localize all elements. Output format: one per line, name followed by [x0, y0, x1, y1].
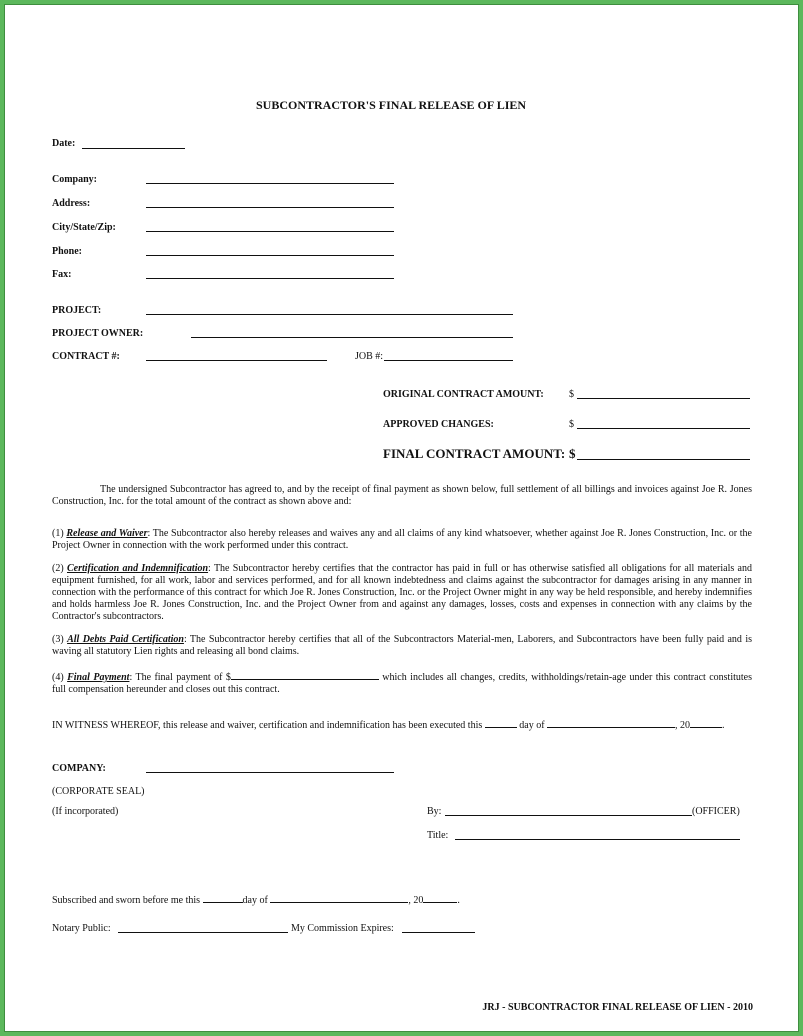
witness-day-field[interactable] — [485, 718, 517, 728]
corporate-seal-text: (CORPORATE SEAL) — [52, 786, 145, 797]
original-amount-field[interactable] — [577, 398, 750, 399]
project-label: PROJECT: — [52, 305, 102, 316]
p3-text: : The Subcontractor hereby certifies that all of the Subcontractors Material-men, Laborers, and Subcontractors have been fully paid and is waving all statutory Lien rights and releasing all bond claims. — [52, 634, 753, 657]
p1-heading: Release and Waiver — [66, 528, 148, 539]
fax-label: Fax: — [52, 269, 72, 280]
project-owner-label: PROJECT OWNER: — [52, 328, 144, 339]
signature-company-field[interactable] — [146, 772, 394, 773]
by-officer-field[interactable] — [445, 815, 692, 816]
by-label: By: — [427, 806, 442, 817]
certification-paragraph — [52, 563, 752, 623]
p2-text: : The Subcontractor hereby certifies that the contractor has paid in full or has otherwise satisfied all obligations for all materials and equipment furnished, for all work, labor and services performed, and for all known indebtedness and claims against the subcontractor for damages arising in any manner in connection with the performance of this contract for which Joe R. Jones Construction, Inc. or the Project Owner might in any way be held responsible, and hereby indemnifies and holds harmless Joe R. Jones Construction, Inc. and the Project Owner from and against any damages, losses, costs and expenses in connection with any claims by the Contractor's subcontractors. — [52, 563, 752, 622]
witness-text-c: , 20 — [675, 720, 691, 731]
address-label: Address: — [52, 198, 91, 209]
title-field[interactable] — [455, 839, 740, 840]
final-payment-paragraph — [52, 670, 752, 696]
date-label: Date: — [52, 138, 76, 149]
final-amount-field[interactable] — [577, 459, 750, 460]
approved-changes-field[interactable] — [577, 428, 750, 429]
city-state-zip-label: City/State/Zip: — [52, 222, 116, 233]
sworn-text-b: day of — [242, 895, 268, 906]
witness-text-a: IN WITNESS WHEREOF, this release and waiver, certification and indemnification has been executed this — [52, 720, 483, 731]
final-payment-field[interactable] — [231, 670, 379, 680]
sworn-text-c: , 20 — [408, 895, 424, 906]
company-field[interactable] — [146, 183, 394, 184]
phone-label: Phone: — [52, 246, 82, 257]
approved-changes-label: APPROVED CHANGES: — [383, 419, 494, 430]
p2-number: (2) — [52, 563, 64, 574]
company-label: Company: — [52, 174, 98, 185]
final-dollar-sign: $ — [569, 446, 576, 461]
witness-year-field[interactable] — [690, 718, 722, 728]
if-incorporated-text: (If incorporated) — [52, 806, 119, 817]
project-field[interactable] — [146, 314, 513, 315]
original-amount-label: ORIGINAL CONTRACT AMOUNT: — [383, 389, 544, 400]
witness-month-field[interactable] — [547, 718, 675, 728]
signature-company-label: COMPANY: — [52, 763, 106, 774]
project-owner-field[interactable] — [191, 337, 513, 338]
original-dollar-sign: $ — [569, 389, 574, 400]
final-amount-label: FINAL CONTRACT AMOUNT: — [383, 446, 566, 461]
p4-text-b: which includes all changes, credits, withholdings/retain-age under this contract constitutes full compensation hereunder and closes out this contract. — [52, 672, 752, 695]
p4-number: (4) — [52, 672, 64, 683]
contract-number-label: CONTRACT #: — [52, 351, 120, 362]
officer-label: (OFFICER) — [692, 806, 740, 817]
address-field[interactable] — [146, 207, 394, 208]
commission-expires-label: My Commission Expires: — [291, 923, 394, 934]
witness-text-d: . — [722, 720, 725, 731]
title-label: Title: — [427, 830, 449, 841]
notary-public-label: Notary Public: — [52, 923, 111, 934]
date-field[interactable] — [82, 148, 185, 149]
sworn-text-d: . — [457, 895, 460, 906]
p4-heading: Final Payment — [67, 672, 130, 683]
p1-text: : The Subcontractor also hereby releases and waives any and all claims of any kind whatsoever, whether against Joe R. Jones Construction, Inc. or the Project Owner in connection with the work performed under this contract. — [52, 528, 752, 551]
job-number-label: JOB #: — [355, 351, 384, 362]
commission-expires-field[interactable] — [402, 932, 475, 933]
sworn-day-field[interactable] — [203, 893, 243, 903]
form-page — [4, 4, 799, 1032]
form-title: SUBCONTRACTOR'S FINAL RELEASE OF LIEN — [256, 98, 527, 112]
job-number-field[interactable] — [384, 360, 513, 361]
witness-line — [52, 718, 725, 731]
footer-text: JRJ - SUBCONTRACTOR FINAL RELEASE OF LIEN - 2010 — [482, 1002, 753, 1013]
city-state-zip-field[interactable] — [146, 231, 394, 232]
sworn-month-field[interactable] — [270, 893, 408, 903]
witness-text-b: day of — [519, 720, 545, 731]
p4-text-a: : The final payment of $ — [129, 672, 231, 683]
sworn-year-field[interactable] — [423, 893, 457, 903]
sworn-text-a: Subscribed and sworn before me this — [52, 895, 201, 906]
debts-paid-paragraph — [52, 634, 752, 658]
fax-field[interactable] — [146, 278, 394, 279]
p2-heading: Certification and Indemnification — [66, 563, 209, 574]
p1-number: (1) — [52, 528, 64, 539]
approved-dollar-sign: $ — [569, 419, 574, 430]
phone-field[interactable] — [146, 255, 394, 256]
p3-number: (3) — [52, 634, 64, 645]
sworn-line — [52, 893, 460, 906]
intro-paragraph: The undersigned Subcontractor has agreed to, and by the receipt of final payment as shown below, full settlement of all billings and invoices against Joe R. Jones Construction, Inc. for the total amount of the contract as shown above and: — [52, 484, 752, 507]
p3-heading: All Debts Paid Certification — [67, 634, 184, 645]
contract-number-field[interactable] — [146, 360, 327, 361]
notary-public-field[interactable] — [118, 932, 288, 933]
release-waiver-paragraph — [52, 528, 752, 552]
